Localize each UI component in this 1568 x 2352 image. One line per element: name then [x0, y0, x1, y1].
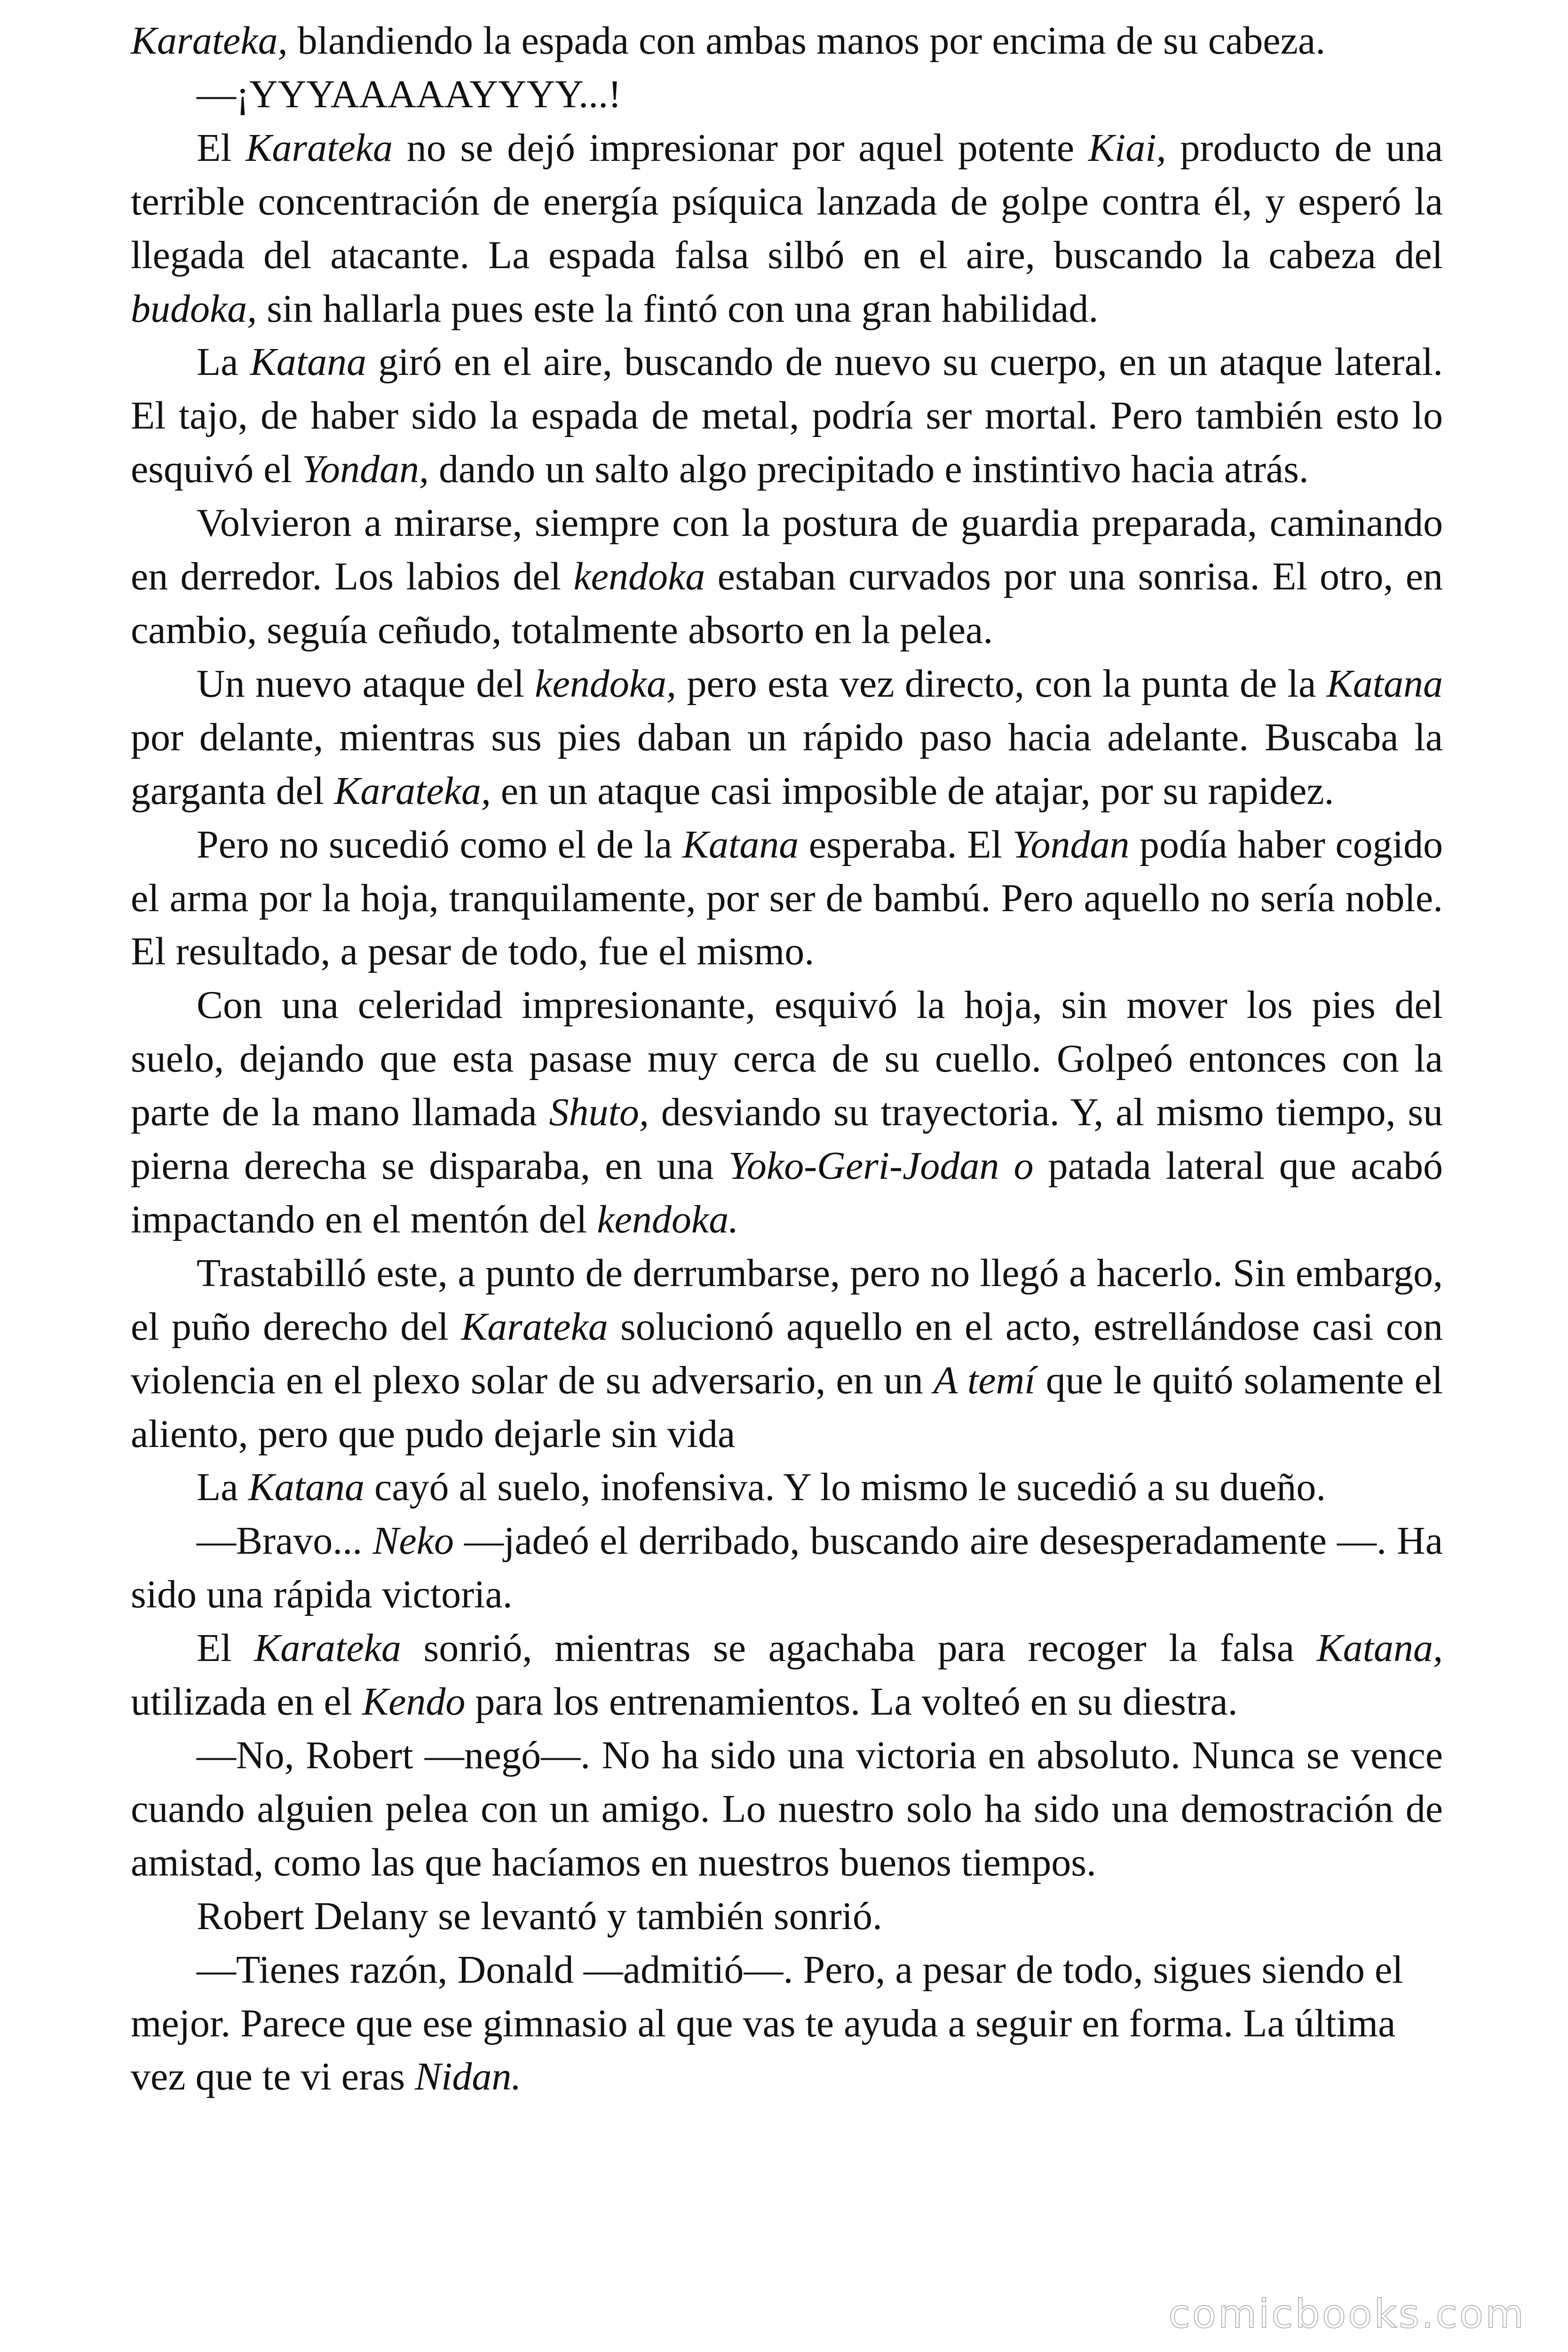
paragraph: La Katana cayó al suelo, inofensiva. Y lo mismo le sucedió a su dueño.	[197, 1465, 1326, 1510]
paragraph: La Katana giró en el aire, buscando de nuevo su cuerpo, en un ataque lateral. El tajo, de haber sido la espada de metal, podría ser mortal. Pero también esto lo esquivó el Yondan, dando un salto algo precipitado e instintivo hacia atrás.	[131, 340, 1443, 492]
paragraph: —Bravo... Neko —jadeó el derribado, buscando aire desesperadamente —. Ha sido una rápida victoria.	[131, 1519, 1443, 1617]
paragraph: Un nuevo ataque del kendoka, pero esta vez directo, con la punta de la Katana por delante, mientras sus pies daban un rápido paso hacia adelante. Buscaba la garganta del Karateka, en un ataque casi imposible de atajar, por su rapidez.	[131, 661, 1443, 813]
italic-term: Karateka	[461, 1304, 608, 1349]
italic-term: Katana	[248, 1465, 364, 1510]
watermark: comicbooks.com	[1168, 2291, 1526, 2337]
paragraph: Karateka, blandiendo la espada con ambas manos por encima de su cabeza.	[131, 19, 1326, 63]
italic-term: Karateka,	[334, 769, 491, 813]
italic-term: Karateka	[245, 126, 393, 170]
paragraph: —¡YYYAAAAAYYYY...!	[197, 72, 622, 116]
italic-term: Yondan,	[301, 447, 429, 492]
italic-term: kendoka.	[597, 1197, 739, 1241]
italic-term: budoka,	[131, 286, 257, 331]
italic-term: Katana	[1326, 661, 1443, 706]
paragraph: Con una celeridad impresionante, esquivó la hoja, sin mover los pies del suelo, dejando que esta pasase muy cerca de su cuello. Golpeó entonces con la parte de la mano llamada Shuto, desviando su trayectoria. Y, al mismo tiempo, su pierna derecha se disparaba, en una Yoko-Geri-Jodan o patada lateral que acabó impactando en el mentón del kendoka.	[131, 983, 1443, 1241]
italic-term: Karateka	[254, 1626, 401, 1670]
italic-term: Katana	[250, 340, 367, 384]
italic-term: Kendo	[362, 1680, 466, 1724]
italic-term: Yondan	[1012, 822, 1130, 866]
italic-term: A temí	[934, 1358, 1036, 1402]
paragraph: —No, Robert —negó—. No ha sido una victoria en absoluto. Nunca se vence cuando alguien pelea con un amigo. Lo nuestro solo ha sido una demostración de amistad, como las que hacíamos en nuestros buenos tiempos.	[131, 1733, 1443, 1884]
paragraph: Pero no sucedió como el de la Katana esperaba. El Yondan podía haber cogido el arma por la hoja, tranquilamente, por ser de bambú. Pero aquello no sería noble. El resultado, a pesar de todo, fue el mismo.	[131, 822, 1443, 974]
italic-term: Yoko-Geri-Jodan o	[728, 1144, 1034, 1188]
paragraph: Trastabilló este, a punto de derrumbarse, pero no llegó a hacerlo. Sin embargo, el puño derecho del Karateka solucionó aquello en el acto, estrellándose casi con violencia en el plexo solar de su adversario, en un A temí que le quitó solamente el aliento, pero que pudo dejarle sin vida	[131, 1251, 1443, 1456]
paragraph: Robert Delany se levantó y también sonrió.	[197, 1894, 882, 1938]
italic-term: Neko	[372, 1519, 454, 1563]
italic-term: Katana	[682, 822, 799, 866]
body-text	[131, 14, 1443, 2104]
paragraph: Volvieron a mirarse, siempre con la postura de guardia preparada, caminando en derredor. Los labios del kendoka estaban curvados por una sonrisa. El otro, en cambio, seguía ceñudo, totalmente absorto en la pelea.	[131, 501, 1443, 652]
italic-term: Shuto,	[549, 1090, 649, 1135]
italic-term: kendoka	[573, 555, 705, 599]
italic-term: Kiai,	[1088, 126, 1166, 170]
paragraph: El Karateka no se dejó impresionar por aquel potente Kiai, producto de una terrible concentración de energía psíquica lanzada de golpe contra él, y esperó la llegada del atacante. La espada falsa silbó en el aire, buscando la cabeza del budoka, sin hallarla pues este la fintó con una gran habilidad.	[131, 126, 1443, 331]
paragraph: —Tienes razón, Donald —admitió—. Pero, a pesar de todo, sigues siendo el mejor. Parece que ese gimnasio al que vas te ayuda a seguir en forma. La última vez que te vi eras Nidan.	[131, 1947, 1403, 2099]
italic-term: kendoka,	[535, 661, 677, 706]
italic-term: Katana,	[1316, 1626, 1443, 1670]
italic-term: Karateka,	[131, 19, 288, 63]
italic-term: Nidan.	[415, 2055, 522, 2099]
paragraph: El Karateka sonrió, mientras se agachaba para recoger la falsa Katana, utilizada en el Kendo para los entrenamientos. La volteó en su diestra.	[131, 1626, 1443, 1724]
